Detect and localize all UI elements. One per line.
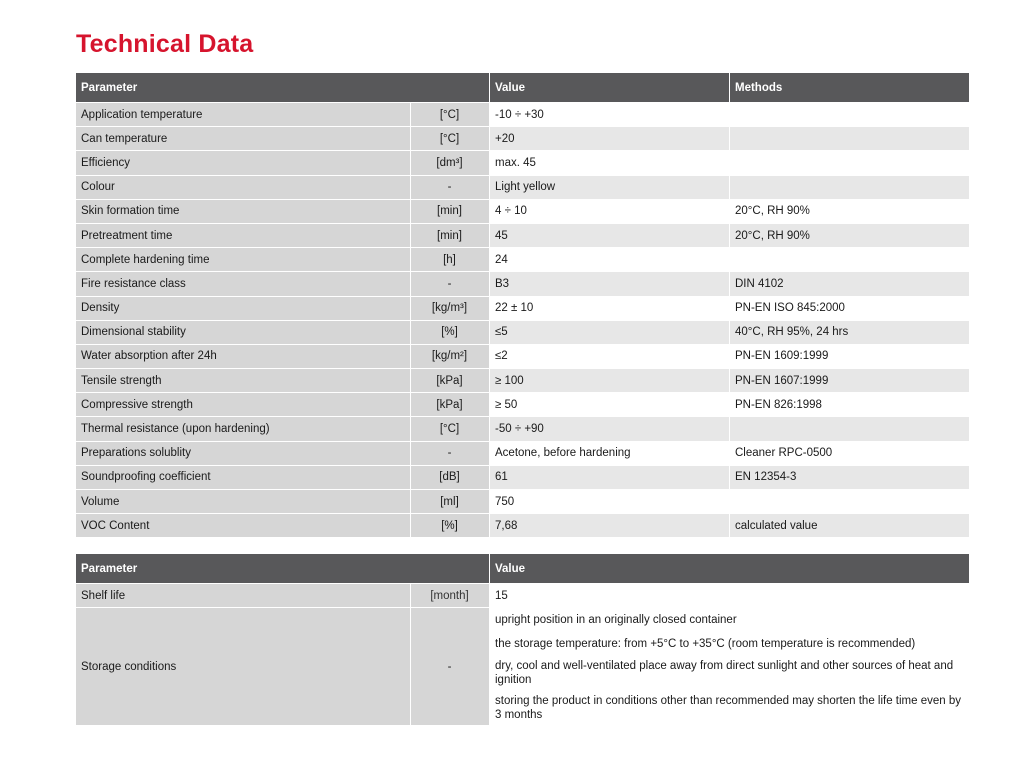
param-cell: Dimensional stability: [76, 320, 411, 344]
value-cell: Light yellow: [490, 175, 730, 199]
value-cell: 15: [490, 584, 970, 608]
table-row: [76, 514, 970, 538]
unit-cell: [min]: [411, 223, 490, 247]
method-cell: [730, 103, 970, 127]
param-cell: Fire resistance class: [76, 272, 411, 296]
unit-cell: [%]: [411, 514, 490, 538]
method-cell: [730, 127, 970, 151]
table-header-row: [76, 73, 970, 103]
method-cell: PN-EN ISO 845:2000: [730, 296, 970, 320]
unit-cell: [°C]: [411, 127, 490, 151]
value-cell: dry, cool and well-ventilated place away from direct sunlight and other sources of heat and ignition: [490, 656, 970, 691]
table-row: [76, 344, 970, 368]
value-cell: -50 ÷ +90: [490, 417, 730, 441]
method-cell: [730, 490, 970, 514]
unit-cell: [h]: [411, 248, 490, 272]
unit-cell: [kg/m³]: [411, 296, 490, 320]
table-row-shelf-life: [76, 584, 970, 608]
param-cell: Volume: [76, 490, 411, 514]
method-cell: PN-EN 826:1998: [730, 393, 970, 417]
value-cell: max. 45: [490, 151, 730, 175]
header-parameter: Parameter: [76, 73, 490, 103]
page-title: Technical Data: [76, 30, 254, 58]
unit-cell: [kg/m²]: [411, 344, 490, 368]
param-cell: Thermal resistance (upon hardening): [76, 417, 411, 441]
param-cell: Shelf life: [76, 584, 411, 608]
param-cell: Storage conditions: [76, 608, 411, 726]
method-cell: calculated value: [730, 514, 970, 538]
value-cell: upright position in an originally closed container: [490, 608, 970, 632]
unit-cell: -: [411, 441, 490, 465]
table-row: [76, 175, 970, 199]
unit-cell: -: [411, 608, 490, 726]
param-cell: Pretreatment time: [76, 223, 411, 247]
param-cell: Tensile strength: [76, 369, 411, 393]
param-cell: Skin formation time: [76, 199, 411, 223]
method-cell: PN-EN 1607:1999: [730, 369, 970, 393]
value-cell: B3: [490, 272, 730, 296]
method-cell: [730, 248, 970, 272]
unit-cell: [kPa]: [411, 393, 490, 417]
param-cell: Complete hardening time: [76, 248, 411, 272]
table-row: [76, 248, 970, 272]
header-parameter: Parameter: [76, 554, 490, 584]
table-row: [76, 223, 970, 247]
method-cell: [730, 175, 970, 199]
param-cell: Efficiency: [76, 151, 411, 175]
method-cell: 20°C, RH 90%: [730, 199, 970, 223]
method-cell: PN-EN 1609:1999: [730, 344, 970, 368]
method-cell: EN 12354-3: [730, 465, 970, 489]
technical-data-body: [76, 103, 970, 538]
method-cell: [730, 151, 970, 175]
param-cell: Density: [76, 296, 411, 320]
param-cell: Water absorption after 24h: [76, 344, 411, 368]
value-cell: 7,68: [490, 514, 730, 538]
method-cell: 20°C, RH 90%: [730, 223, 970, 247]
table-row: [76, 272, 970, 296]
table-row: [76, 441, 970, 465]
table-row: [76, 393, 970, 417]
value-cell: ≤5: [490, 320, 730, 344]
table-row: [76, 103, 970, 127]
table-row: [76, 296, 970, 320]
technical-data-table: [75, 72, 970, 538]
method-cell: DIN 4102: [730, 272, 970, 296]
unit-cell: [ml]: [411, 490, 490, 514]
header-value: Value: [490, 73, 730, 103]
value-cell: the storage temperature: from +5°C to +35°C (room temperature is recommended): [490, 632, 970, 656]
unit-cell: [min]: [411, 199, 490, 223]
method-cell: 40°C, RH 95%, 24 hrs: [730, 320, 970, 344]
unit-cell: [°C]: [411, 103, 490, 127]
unit-cell: -: [411, 175, 490, 199]
table-row: [76, 369, 970, 393]
param-cell: Preparations solublity: [76, 441, 411, 465]
value-cell: 45: [490, 223, 730, 247]
unit-cell: [kPa]: [411, 369, 490, 393]
param-cell: Compressive strength: [76, 393, 411, 417]
param-cell: VOC Content: [76, 514, 411, 538]
table-row: [76, 417, 970, 441]
method-cell: [730, 417, 970, 441]
value-cell: Acetone, before hardening: [490, 441, 730, 465]
param-cell: Application temperature: [76, 103, 411, 127]
param-cell: Can temperature: [76, 127, 411, 151]
value-cell: storing the product in conditions other than recommended may shorten the life time even by 3 months: [490, 691, 970, 726]
storage-table: [75, 553, 970, 726]
value-cell: 750: [490, 490, 730, 514]
unit-cell: [%]: [411, 320, 490, 344]
value-cell: 22 ± 10: [490, 296, 730, 320]
value-cell: 24: [490, 248, 730, 272]
table-row-storage: [76, 608, 970, 632]
unit-cell: [°C]: [411, 417, 490, 441]
value-cell: +20: [490, 127, 730, 151]
unit-cell: [dm³]: [411, 151, 490, 175]
header-methods: Methods: [730, 73, 970, 103]
value-cell: ≥ 50: [490, 393, 730, 417]
table-row: [76, 490, 970, 514]
unit-cell: -: [411, 272, 490, 296]
method-cell: Cleaner RPC-0500: [730, 441, 970, 465]
table-row: [76, 320, 970, 344]
param-cell: Soundproofing coefficient: [76, 465, 411, 489]
value-cell: 4 ÷ 10: [490, 199, 730, 223]
value-cell: 61: [490, 465, 730, 489]
param-cell: Colour: [76, 175, 411, 199]
value-cell: ≤2: [490, 344, 730, 368]
table-row: [76, 127, 970, 151]
unit-cell: [dB]: [411, 465, 490, 489]
table-row: [76, 151, 970, 175]
table-header-row: [76, 554, 970, 584]
value-cell: ≥ 100: [490, 369, 730, 393]
value-cell: -10 ÷ +30: [490, 103, 730, 127]
unit-cell: [month]: [411, 584, 490, 608]
table-row: [76, 199, 970, 223]
table-row: [76, 465, 970, 489]
header-value: Value: [490, 554, 970, 584]
